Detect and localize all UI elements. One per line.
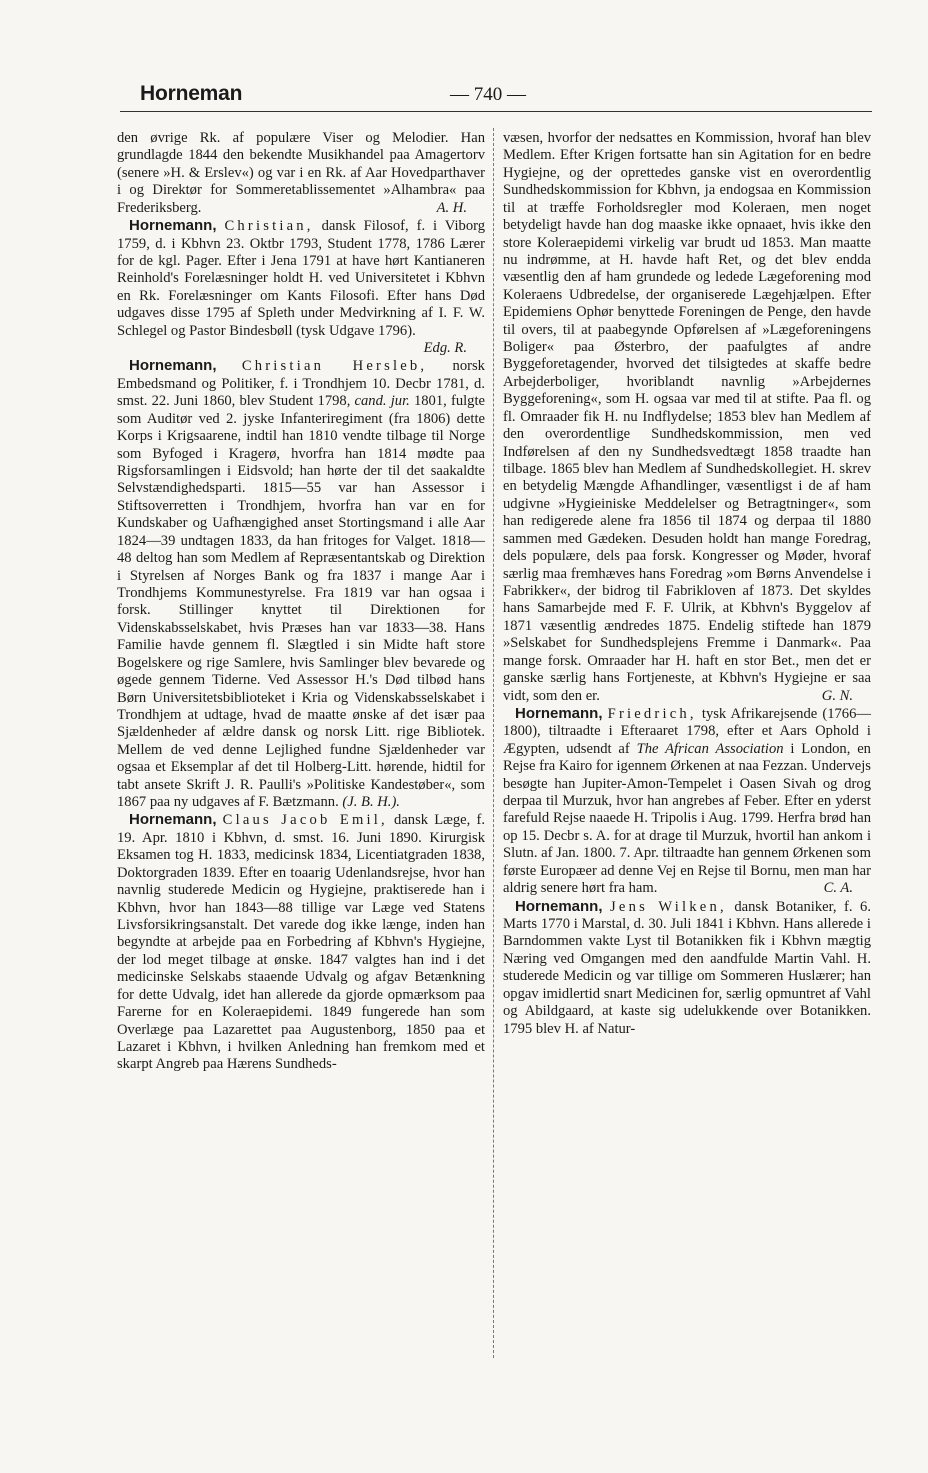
author-signature: A. H. [436, 199, 467, 216]
entry-text: dansk Botaniker, f. 6. Marts 1770 i Marstal, d. 30. Juli 1841 i Kbhvn. Hans allerede i Barndommen vakte Lyst til Botanikken fik i Kbhvn mægtig Næring ved Omgangen med den aandfulde Martin Vahl. H. studerede Medicin og var tillige om Sommeren Huslærer; han opgav imidlertid snart Medicinen for, særlig opmuntret af Vahl og Abildgaard, at kaste sig udelukkende over Botanikken. 1795 blev H. af Natur- [503, 898, 872, 1037]
entry-headword: Hornemann, [515, 704, 603, 722]
entry-italic: The African Association [636, 740, 784, 757]
entry-forename: Christian Hersleb, [241, 358, 428, 375]
entry-continuation [503, 130, 871, 705]
entry-italic: cand. jur. [354, 393, 410, 410]
header-rule [120, 111, 872, 112]
entry-forename: Claus Jacob Emil, [222, 812, 388, 829]
entry-text: væsen, hvorfor der nedsattes en Kommission, hvoraf han blev Medlem. Efter Krigen fortsatte han sin Agitation for en bedre Hygiejne, og der oprettedes ganske vist en overordentlig Sundhedskommission for Kbhvn, ja endogsaa en Kommission til at træffe Forholdsregler mod Koleraen, men noget betydeligt havde han dog maaske ikke opnaaet, hvis ikke den store Koleraepidemi virkelig var brudt ud 1853. Man maatte nu indrømme, at H. havde haft Ret, og det blev endda væsentlig den af ham grundede og ledede Lægeforening mod Koleraens Udbredelse, der organiserede Lægehjælpen. Efter Epidemiens Ophør benyttede Foreningen de Penge, den havde til overs, til at paabegynde Opførelsen af »Lægeforeningens Boliger« paa Østerbro, der paafulgtes af andre Byggeforetagender, hvorved det tilsigtedes at skaffe bedre Arbejderboliger, hvoriblandt navnlig »Arbejdernes Byggeforening«, som H. ogsaa var med til at stifte. Paa fl. og fl. Omraader fik H. nu Indflydelse; 1853 blev han Medlem af den overordentlige Sundhedskommission, men ved Indførelsen af den ny Sundhedsvedtægt 1858 traadte han tilbage. 1865 blev han Medlem af Sundhedskollegiet. H. skrev en betydelig Mængde Afhandlinger, væsentligst i de af ham udgivne »Hygieiniske Meddelelser og Betragtninger«, som han redigerede alene fra 1856 til 1874 og derpaa til 1880 sammen med Gædeken. Desuden holdt han mange Foredrag, dels populære, dels paa forsk. Kongresser og Møder, hvoraf særlig maa fremhæves hans Foredrag »om Børns Anvendelse i Fabrikker«, der bidrog til Fabrikloven af 1873. Det skyldes hans Samarbejde med F. F. Ulrik, at Kbhvn's Byggelov af 1871 væsentlig ændredes 1875. Endelig stiftede han 1879 »Selskabet for Sundhedsplejens Fremme i Danmark«. Paa mange forsk. Omraader har H. haft en stor Bet., men det er ganske særlig hans Fortjeneste, at Kbhvn's Hygiejne er saa vidt, som den er. [503, 130, 871, 704]
entry-text: dansk Læge, f. 19. Apr. 1810 i Kbhvn, d. smst. 16. Juni 1890. Kirurgisk Eksamen tog H. 1833, medicinsk 1834, Licentiatgraden 1838, Doktorgraden 1839. Efter en toaarig Udenlandsrejse, hvor han navnlig studerede Medicin og Hygiejne, praktiserede han i Kbhvn, hvor han 1843—88 tillige var Læge ved Statens Livsforsikringsanstalt. Det varede dog ikke længe, inden han begyndte at arbejde paa en Forbedring af Kbhvn's Hygiejne, der lod meget tilbage at ønske. 1847 valgtes han ind i det medicinske Selskabs staaende Udvalg og afgav Betænkning for dette Udvalg, idet han allerede da gjorde opmærksom paa Farerne for en Koleraepidemi. 1849 fungerede han som Overlæge paa Lazarettet paa Augustenborg, 1850 paa et Lazaret i Kbhvn, i hvilken Anledning han fremkom med et skarpt Angreb paa Hærens Sundheds- [117, 812, 485, 1073]
right-column [503, 130, 871, 1038]
entry-text: i London, en Rejse fra Kairo for igennem Ørkenen at naa Fezzan. Undervejs besøgte han Jupiter-Amon-Tempelet i Oasen Sivah og drog derpaa til Murzuk, hvor han angrebes af Feber. Efter en yderst farefuld Rejse naaede H. Tripolis i Aug. 1799. Herfra brød han op 15. Decbr s. A. for at drage til Murzuk, hvortil han ankom i Slutn. af Jan. 1800. 7. Apr. tiltraadte han gennem Ørkenen som første Europæer ad denne Vej en Rejse til Bornu, men man har aldrig senere hørt fra ham. [503, 740, 871, 897]
left-column [117, 130, 485, 1074]
entry-christian [117, 217, 485, 357]
page-header [140, 72, 872, 106]
entry-continuation [117, 130, 485, 217]
entry-forename: Christian, [224, 218, 314, 235]
entry-text: den øvrige Rk. af populære Viser og Melodier. Han grundlagde 1844 den bekendte Musikhandel paa Amagertorv (senere »H. & Erslev«) og var i en Rk. af Aar Hovedparthaver i og Direktør for Sommeretablissementet »Alhambra« paa Frederiksberg. [117, 130, 485, 216]
author-signature: Edg. R. [423, 340, 467, 357]
entry-forename: Jens Wilken, [610, 898, 727, 915]
entry-friedrich [503, 705, 871, 898]
entry-christian-hersleb [117, 357, 485, 811]
author-signature: (J. B. H.). [342, 794, 400, 811]
page-number: — 740 — [450, 84, 526, 105]
entry-forename: Friedrich, [607, 705, 697, 722]
entry-headword: Hornemann, [129, 217, 217, 235]
entry-claus-jacob-emil [117, 811, 485, 1073]
author-signature: C. A. [823, 880, 853, 897]
entry-text: tysk Afrikarejsende (1766—1800), tiltraadte i Efteraaret 1798, efter et Aars Ophold i Ægypten, udsendt af [503, 705, 871, 757]
entry-text: 1801, fulgte som Auditør ved 2. jyske Infanteriregiment (fra 1806) dette Korps i Krigsaarene, indtil han 1810 vendte tilbage til Norge som Byfoged i Kragerø, hvorfra han 1814 mødte paa Rigsforsamlingen i Eidsvold; han hørte der til det saakaldte Selvstændighedsparti. 1815—55 var han Assessor i Stiftsoverretten i Trondhjem, hvorfra han var en for Kundskaber og Uafhængighed anset Stortingsmand i alle Aar 1824—39 undtagen 1833, da han fritoges for Valget. 1818—48 deltog han som Medlem af Repræsentantskab og Direktion i Styrelsen af Norges Bank og fra 1837 i mange Aar i Trondhjems Kommunestyrelse. Fra 1819 var han ogsaa i forsk. Stillinger knyttet til Direktionen for Videnskabsselskabet, hvis Præses han var 1833—38. Hans Familie havde gennem fl. Slægtled i sin Midte haft store Bogelskere og rige Samlere, hvis Samlinger blev bevarede og øgede gennem Tiderne. Ved Assessor H.'s Død tilbød hans Børn Universitetsbiblioteket i Kria og Videnskabsselskabet i Trondhjem at udtage, hvad de maatte ønske af det især paa Sjældenheder af ældre dansk og norsk Litt. rige Bibliotek. Mellem de ved denne Lejlighed fundne Sjældenheder var ogsaa et Eksemplar af det til Holberg-Litt. hørende, hidtil for tabt ansete Skrift J. R. Paulli's »Politiske Kandestøber«, som 1867 paa ny udgaves af F. Bætzmann. [117, 393, 485, 811]
entry-jens-wilken [503, 898, 871, 1038]
entry-headword: Hornemann, [129, 811, 217, 829]
entry-text: dansk Filosof, f. i Viborg 1759, d. i Kbhvn 23. Oktbr 1793, Student 1778, 1786 Lærer for de kgl. Pager. Efter i Jena 1791 at have hørt Kantianeren Reinhold's Forelæsninger holdt H. ved Universitetet i Kbhvn en Rk. Forelæsninger om Kants Filosofi. Efter hans Død udgaves disse 1795 af Spleth under Medvirkning af I. F. W. Schlegel og Pastor Bindesbøll (tysk Udgave 1796). [117, 218, 486, 339]
author-signature: G. N. [821, 687, 853, 704]
entry-headword: Hornemann, [129, 357, 217, 375]
running-head: Horneman [140, 82, 243, 105]
column-divider [493, 128, 494, 1358]
entry-headword: Hornemann, [515, 897, 603, 915]
entry-text: norsk Embedsmand og Politiker, f. i Trondhjem 10. Decbr 1781, d. smst. 22. Juni 1860, blev Student 1798, [117, 358, 485, 410]
